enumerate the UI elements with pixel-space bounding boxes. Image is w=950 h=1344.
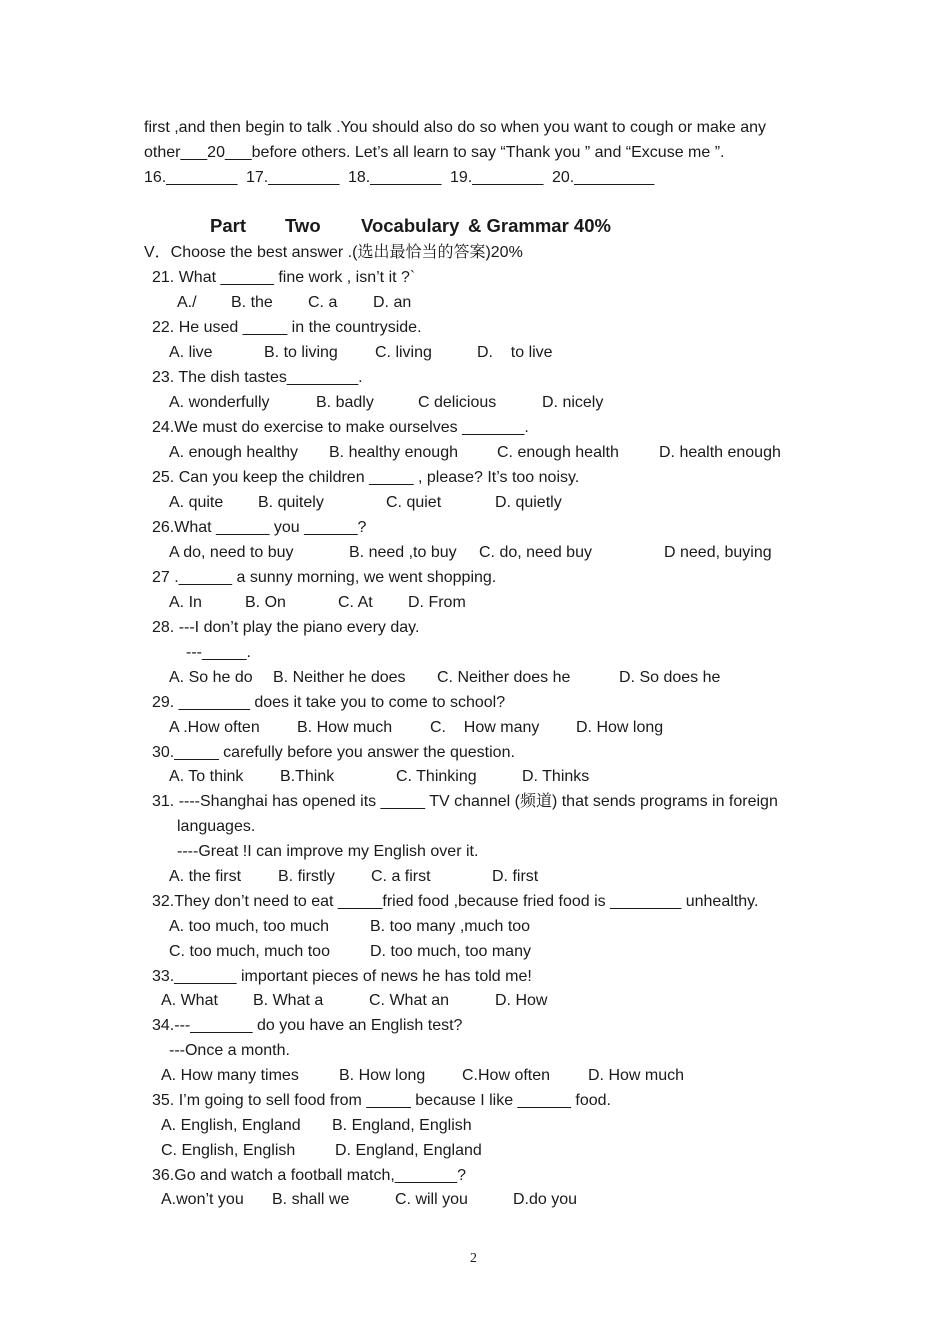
answer-option[interactable]: C. enough health xyxy=(497,444,619,461)
answer-option[interactable]: C. English, English xyxy=(161,1142,296,1159)
question-stem: 34.---_______ do you have an English test? xyxy=(152,1017,463,1034)
answer-option[interactable]: B.Think xyxy=(280,768,335,785)
answer-blank[interactable]: 16.________ xyxy=(144,169,238,186)
answer-option[interactable]: A./ xyxy=(177,294,197,311)
question-reply: ---Once a month. xyxy=(169,1042,290,1059)
answer-option[interactable]: D. England, England xyxy=(335,1142,482,1159)
section-heading-part: Part xyxy=(210,215,246,236)
answer-option[interactable]: B. badly xyxy=(316,394,374,411)
answer-option[interactable]: D need, buying xyxy=(664,544,772,561)
answer-option[interactable]: A.won’t you xyxy=(161,1191,244,1208)
answer-option[interactable]: B. What a xyxy=(253,992,324,1009)
answer-option[interactable]: B. How long xyxy=(339,1067,426,1084)
question-stem: 29. ________ does it take you to come to school? xyxy=(152,694,506,711)
answer-option[interactable]: D. nicely xyxy=(542,394,604,411)
answer-option[interactable]: D.do you xyxy=(513,1191,578,1208)
answer-option[interactable]: B. the xyxy=(231,294,273,311)
answer-option[interactable]: D. So does he xyxy=(619,669,721,686)
passage-line: first ,and then begin to talk .You should also do so when you want to cough or make any xyxy=(144,119,767,136)
section-instruction: V．Choose the best answer .(选出最恰当的答案)20% xyxy=(144,244,523,261)
question-stem: 31. ----Shanghai has opened its _____ TV channel (频道) that sends programs in foreign xyxy=(152,793,778,810)
answer-option[interactable]: B. to living xyxy=(264,344,338,361)
answer-option[interactable]: C. How many xyxy=(430,719,540,736)
answer-option[interactable]: D. health enough xyxy=(659,444,781,461)
answer-option[interactable]: B. healthy enough xyxy=(329,444,458,461)
section-heading-vocab: Vocabulary xyxy=(361,215,460,236)
section-heading-grammar: & Grammar 40% xyxy=(468,215,611,236)
question-stem: 21. What ______ fine work , isn’t it ?` xyxy=(152,269,416,286)
answer-blank[interactable]: 20._________ xyxy=(552,169,655,186)
answer-option[interactable]: B. shall we xyxy=(272,1191,350,1208)
answer-option[interactable]: A. the first xyxy=(169,868,242,885)
answer-option[interactable]: D. How much xyxy=(588,1067,685,1084)
answer-option[interactable]: B. On xyxy=(245,594,286,611)
question-stem-continued: languages. xyxy=(177,818,256,835)
question-stem: 28. ---I don’t play the piano every day. xyxy=(152,619,420,636)
answer-option[interactable]: B. firstly xyxy=(278,868,335,885)
answer-option[interactable]: D. Thinks xyxy=(522,768,590,785)
answer-option[interactable]: D. an xyxy=(373,294,412,311)
answer-option[interactable]: C. quiet xyxy=(386,494,442,511)
question-stem: 33._______ important pieces of news he has told me! xyxy=(152,968,532,985)
question-stem: 30._____ carefully before you answer the question. xyxy=(152,744,515,761)
answer-option[interactable]: A. enough healthy xyxy=(169,444,298,461)
answer-option[interactable]: C. living xyxy=(375,344,432,361)
answer-option[interactable]: C. Thinking xyxy=(396,768,477,785)
answer-option[interactable]: A. live xyxy=(169,344,213,361)
question-stem: 26.What ______ you ______? xyxy=(152,519,367,536)
answer-option[interactable]: A. quite xyxy=(169,494,224,511)
answer-option[interactable]: D. to live xyxy=(477,344,553,361)
answer-option[interactable]: B. quitely xyxy=(258,494,324,511)
answer-option[interactable]: A. To think xyxy=(169,768,244,785)
question-stem: 23. The dish tastes________. xyxy=(152,369,363,386)
page-number: 2 xyxy=(470,1251,477,1266)
answer-option[interactable]: A. How many times xyxy=(161,1067,299,1084)
answer-option[interactable]: C. At xyxy=(338,594,373,611)
answer-option[interactable]: C. will you xyxy=(395,1191,468,1208)
answer-option[interactable]: A. wonderfully xyxy=(169,394,270,411)
answer-option[interactable]: A. So he do xyxy=(169,669,253,686)
answer-blank[interactable]: 17.________ xyxy=(246,169,340,186)
question-stem: 36.Go and watch a football match,_______? xyxy=(152,1167,466,1184)
question-stem: 32.They don’t need to eat _____fried food ,because fried food is ________ unhealthy. xyxy=(152,893,759,910)
answer-option[interactable]: B. too many ,much too xyxy=(370,918,531,935)
answer-option[interactable]: B. How much xyxy=(297,719,393,736)
answer-option[interactable]: C. Neither does he xyxy=(437,669,571,686)
passage-line: other___20___before others. Let’s all learn to say “Thank you ” and “Excuse me ”. xyxy=(144,144,725,161)
answer-option[interactable]: C. What an xyxy=(369,992,450,1009)
question-stem: 35. I’m going to sell food from _____ because I like ______ food. xyxy=(152,1092,611,1109)
answer-option[interactable]: A. too much, too much xyxy=(169,918,330,935)
question-reply: ----Great !I can improve my English over it. xyxy=(177,843,479,860)
answer-option[interactable]: B. need ,to buy xyxy=(349,544,457,561)
section-heading-two: Two xyxy=(285,215,321,236)
question-stem: 22. He used _____ in the countryside. xyxy=(152,319,422,336)
answer-option[interactable]: D. too much, too many xyxy=(370,943,531,960)
answer-option[interactable]: C. too much, much too xyxy=(169,943,330,960)
answer-option[interactable]: C. a first xyxy=(371,868,431,885)
answer-option[interactable]: D. quietly xyxy=(495,494,562,511)
answer-option[interactable]: D. From xyxy=(408,594,466,611)
answer-option[interactable]: A do, need to buy xyxy=(169,544,294,561)
answer-option[interactable]: D. first xyxy=(492,868,539,885)
answer-option[interactable]: A. English, England xyxy=(161,1117,301,1134)
answer-option[interactable]: A. What xyxy=(161,992,218,1009)
answer-option[interactable]: A .How often xyxy=(169,719,260,736)
answer-option[interactable]: D. How long xyxy=(576,719,664,736)
question-stem: 25. Can you keep the children _____ , please? It’s too noisy. xyxy=(152,469,580,486)
question-stem: 24.We must do exercise to make ourselves _______. xyxy=(152,419,529,436)
answer-option[interactable]: C delicious xyxy=(418,394,497,411)
answer-option[interactable]: C. do, need buy xyxy=(479,544,592,561)
answer-option[interactable]: C. a xyxy=(308,294,338,311)
answer-blank[interactable]: 19.________ xyxy=(450,169,544,186)
answer-option[interactable]: C.How often xyxy=(462,1067,551,1084)
answer-blank[interactable]: 18.________ xyxy=(348,169,442,186)
answer-option[interactable]: D. How xyxy=(495,992,548,1009)
answer-option[interactable]: B. Neither he does xyxy=(273,669,406,686)
answer-option[interactable]: A. In xyxy=(169,594,202,611)
question-stem: 27 .______ a sunny morning, we went shopping. xyxy=(152,569,497,586)
answer-option[interactable]: B. England, English xyxy=(332,1117,472,1134)
question-reply: ---_____. xyxy=(186,644,251,661)
